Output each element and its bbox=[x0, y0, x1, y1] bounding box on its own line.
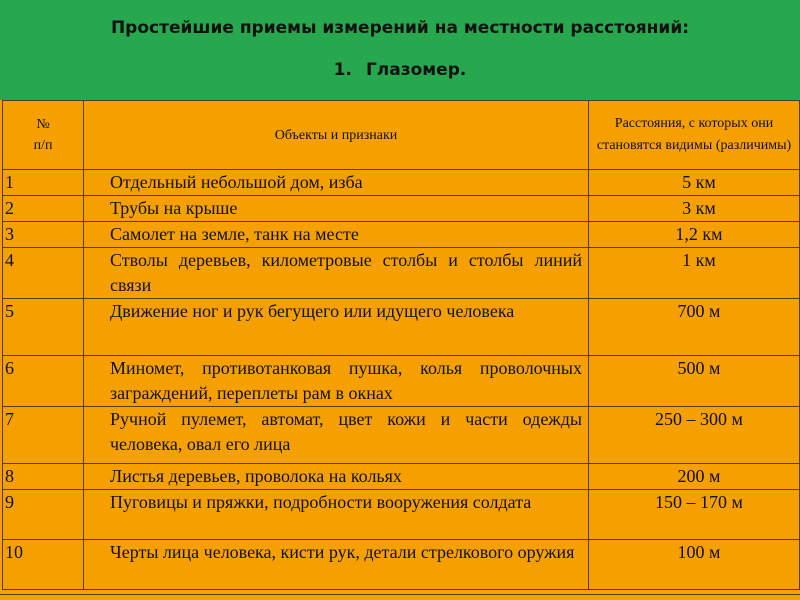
row-distance: 1 км bbox=[589, 248, 800, 299]
column-header-number-line1: № bbox=[36, 117, 50, 132]
row-distance: 5 км bbox=[589, 170, 800, 196]
row-number: 6 bbox=[3, 356, 84, 407]
row-number: 8 bbox=[3, 464, 84, 490]
table-row bbox=[3, 170, 800, 196]
subtitle-text: Глазомер. bbox=[365, 60, 467, 80]
slide-header bbox=[0, 0, 800, 100]
row-distance: 700 м bbox=[589, 299, 800, 356]
row-object: Трубы на крыше bbox=[84, 196, 589, 222]
row-distance: 500 м bbox=[589, 356, 800, 407]
table-row bbox=[3, 196, 800, 222]
row-distance: 200 м bbox=[589, 464, 800, 490]
slide-subtitle bbox=[0, 60, 800, 80]
row-number: 3 bbox=[3, 222, 84, 248]
slide-title: Простейшие приемы измерений на местности расстояний: bbox=[110, 18, 690, 38]
row-distance: 100 м bbox=[589, 540, 800, 590]
subtitle-number: 1. bbox=[333, 60, 352, 80]
row-object: Отдельный небольшой дом, изба bbox=[84, 170, 589, 196]
row-object: Стволы деревьев, километровые столбы и столбы линий связи bbox=[84, 248, 589, 299]
table-bottom-strip bbox=[0, 594, 800, 600]
row-object: Самолет на земле, танк на месте bbox=[84, 222, 589, 248]
table-row bbox=[3, 299, 800, 356]
row-number: 10 bbox=[3, 540, 84, 590]
row-number: 9 bbox=[3, 490, 84, 540]
row-object: Пуговицы и пряжки, подробности вооружения солдата bbox=[84, 490, 589, 540]
row-distance: 3 км bbox=[589, 196, 800, 222]
row-object: Листья деревьев, проволока на кольях bbox=[84, 464, 589, 490]
table-row bbox=[3, 540, 800, 590]
row-number: 2 bbox=[3, 196, 84, 222]
row-number: 1 bbox=[3, 170, 84, 196]
row-object: Ручной пулемет, автомат, цвет кожи и части одежды человека, овал его лица bbox=[84, 407, 589, 464]
table-header-row bbox=[3, 101, 800, 170]
table-row bbox=[3, 464, 800, 490]
row-object: Миномет, противотанковая пушка, колья проволочных заграждений, переплеты рам в окнах bbox=[84, 356, 589, 407]
column-header-objects: Объекты и признаки bbox=[84, 101, 589, 170]
table-row bbox=[3, 222, 800, 248]
column-header-number bbox=[3, 101, 84, 170]
row-object: Черты лица человека, кисти рук, детали стрелкового оружия bbox=[84, 540, 589, 590]
row-distance: 150 – 170 м bbox=[589, 490, 800, 540]
table-row bbox=[3, 407, 800, 464]
table-row bbox=[3, 490, 800, 540]
row-number: 5 bbox=[3, 299, 84, 356]
row-distance: 1,2 км bbox=[589, 222, 800, 248]
column-header-distance: Расстояния, с которых они становятся видимы (различимы) bbox=[589, 101, 800, 170]
row-distance: 250 – 300 м bbox=[589, 407, 800, 464]
table-row bbox=[3, 248, 800, 299]
row-number: 4 bbox=[3, 248, 84, 299]
table-row bbox=[3, 356, 800, 407]
distance-table bbox=[2, 100, 800, 590]
row-object: Движение ног и рук бегущего или идущего человека bbox=[84, 299, 589, 356]
column-header-number-line2: п/п bbox=[33, 138, 53, 153]
row-number: 7 bbox=[3, 407, 84, 464]
